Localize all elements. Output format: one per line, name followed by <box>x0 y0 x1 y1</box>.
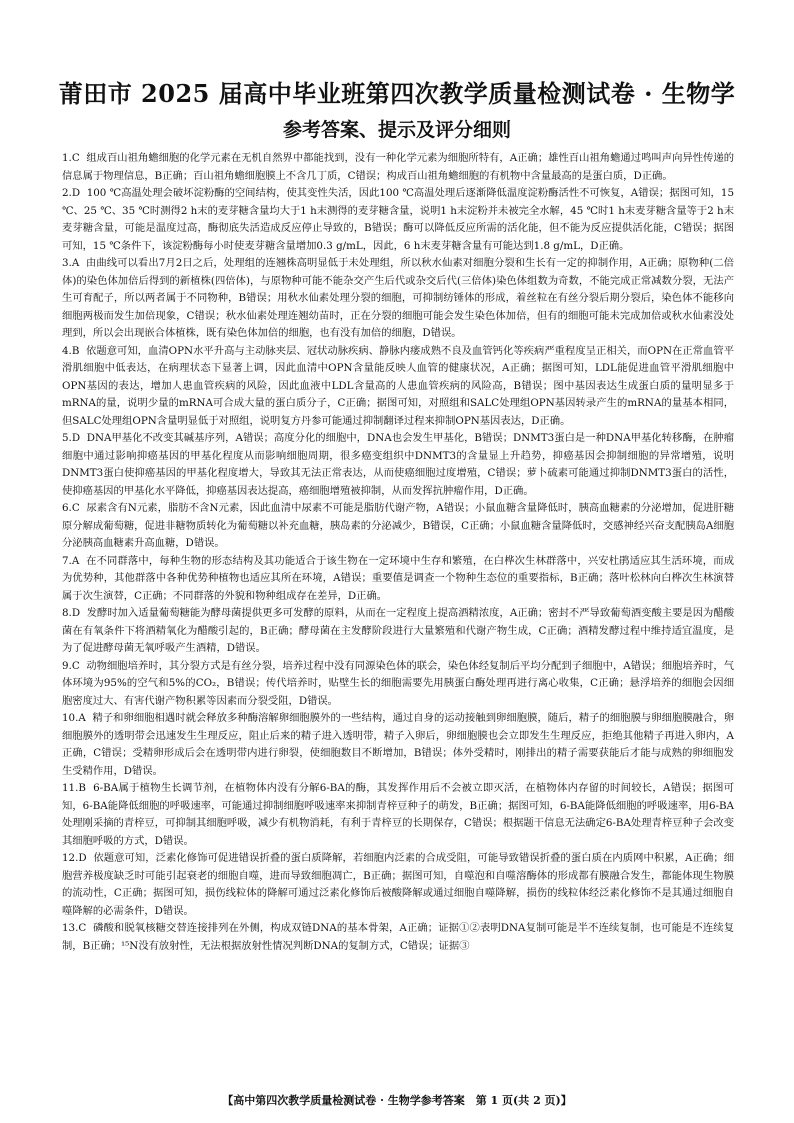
answer-number: 8.D <box>62 607 81 619</box>
page-subtitle: 参考答案、提示及评分细则 <box>282 119 511 141</box>
answer-text: 依题意可知，泛素化修饰可促进错误折叠的蛋白质降解，若细胞内泛素的合成受阻，可能导致错误折叠的蛋白质在内质网中积累，A正确；细胞营养极度缺乏时可能引起衰老的细胞自噬，进而导致细胞凋亡，B正确；据图可知，自噬泡和自噬溶酶体的形成都有膜融合发生，都能体现生物膜的流动性，C正确；据图可知，损伤线粒体的降解可通过泛素化修饰后被酸降解或通过细胞自噬降解，损伤的线粒体经泛素化修饰不是其通过细胞自噬降解的必需条件，D错误。 <box>62 852 735 917</box>
answer-number: 9.C <box>62 659 80 672</box>
answer-text: 依题意可知，血清OPN水平升高与主动脉夹层、冠状动脉疾病、静脉内瘘成熟不良及血管钙化等疾病严重程度呈正相关，而OPN在正常血管平滑肌细胞中低表达，在病理状态下显著上调，因此血清中OPN含量能反映人血管的健康状况，A正确；据图可知，LDL能促进血管平滑肌细胞中OPN基因的表达，增加人患血管疾病的风险，因此血液中LDL含量高的人患血管疾病的风险高，B错误；图中基因表达生成蛋白质的量明显多于mRNA的量，说明少量的mRNA可合成大量的蛋白质分子，C正确；据图可知，对照组和SALC处理组OPN基因转录产生的mRNA的量基本相同，但SALC处理组OPN含量明显低于对照组，说明复方丹参可能通过抑制翻译过程来抑制OPN基因表达，D正确。 <box>62 344 735 427</box>
answer-item <box>62 780 734 850</box>
answer-number: 5.D <box>62 432 81 444</box>
answer-item <box>62 150 734 185</box>
answer-text: 尿素含有N元素，脂肪不含N元素，因此血清中尿素不可能是脂肪代谢产物，A错误；小鼠血糖含量降低时，胰高血糖素的分泌增加，促进肝糖原分解成葡萄糖，促进非糖物质转化为葡萄糖以补充血糖，胰岛素的分泌减少，B错误，C正确；小鼠血糖含量降低时，交感神经兴奋支配胰岛A细胞分泌胰高血糖素升高血糖，D错误。 <box>62 502 735 549</box>
page-title: 莆田市 2025 届高中毕业班第四次教学质量检测试卷 · 生物学 <box>58 79 736 108</box>
answer-list <box>62 150 734 955</box>
answer-item <box>62 605 734 658</box>
answer-text: 发酵时加入适量葡萄糖能为酵母菌提供更多可发酵的原料，从而在一定程度上提高酒精浓度，A正确；密封不严导致葡萄酒变酸主要是因为醋酸菌在有氧条件下将酒精氧化为醋酸引起的，B正确；酵母菌在主发酵阶段进行大量繁殖和代谢产物生成，C正确；酒精发酵过程中维持适宜温度，是为了促进酵母菌无氧呼吸产生酒精，D错误。 <box>62 607 734 654</box>
answer-text: 磷酸和脱氧核糖交替连接排列在外侧，构成双链DNA的基本骨架，A正确；证据①②表明DNA复制可能是半不连续复制，也可能是不连续复制，B正确；¹⁵N没有放射性，无法根据放射性情况判断DNA的复制方式，C错误；证据③ <box>62 922 735 952</box>
answer-item <box>62 185 734 255</box>
answer-text: 6-BA属于植物生长调节剂，在植物体内没有分解6-BA的酶，其发挥作用后不会被立即灭活，在植物体内存留的时间较长，A错误；据图可知，6-BA能降低细胞的呼吸速率，可能通过抑制细胞呼吸速率来抑制青梓豆种子的萌发，B正确；据图可知，6-BA能降低细胞的呼吸速率，用6-BA处理刚采摘的青梓豆，可抑制其细胞呼吸，减少有机物消耗，有利于青梓豆的长期保存，C错误；根据题干信息无法确定6-BA处理青梓豆种子会改变其细胞呼吸的方式，D错误。 <box>62 782 734 847</box>
answer-item <box>62 500 734 553</box>
answer-number: 11.B <box>62 782 86 794</box>
answer-text: 组成百山祖角蟾细胞的化学元素在无机自然界中都能找到，没有一种化学元素为细胞所特有，A正确；雄性百山祖角蟾通过鸣叫声向异性传递的信息属于物理信息，B正确；百山祖角蟾细胞膜上不含几丁质，C错误；构成百山祖角蟾细胞的有机物中含量最高的是蛋白质，D正确。 <box>62 152 734 182</box>
answer-text: 由曲线可以看出7月2日之后，处理组的连翘株高明显低于未处理组，所以秋水仙素对细胞分裂和生长有一定的抑制作用，A正确；原物种(二倍体)的染色体加倍后得到的新植株(四倍体)，与原物种可能不能杂交产生后代或杂交后代(三倍体)染色体组数为奇数，不能完成正常减数分裂，无法产生可育配子，所以两者属于不同物种，B错误；用秋水仙素处理分裂的细胞，可抑制纺锤体的形成，着丝粒在有丝分裂后期分裂后，染色体不能移向细胞两极而发生加倍现象，C错误；秋水仙素处理连翘幼苗时，正在分裂的细胞可能会发生染色体加倍，但有的细胞可能未完成加倍或秋水仙素没处理到，所以会出现嵌合体植株，既有染色体加倍的细胞，也有没有加倍的细胞，D错误。 <box>62 257 734 339</box>
answer-number: 12.D <box>62 852 87 864</box>
answer-item <box>62 658 734 711</box>
answer-number: 2.D <box>62 187 81 199</box>
answer-item <box>62 710 734 780</box>
answer-number: 3.A <box>62 257 80 269</box>
answer-number: 10.A <box>62 712 86 724</box>
answer-text: 100 ℃高温处理会破坏淀粉酶的空间结构，使其变性失活，因此100 ℃高温处理后逐渐降低温度淀粉酶活性不可恢复，A错误；据图可知，15 ℃、25 ℃、35 ℃时测得2 h末的麦芽糖含量均大于1 h末测得的麦芽糖含量，说明1 h末淀粉并未被完全水解，45 ℃时1 h末麦芽糖含量等于2 h末麦芽糖含量，可能是温度过高，酶彻底失活造成反应停止导致的，B错误；酶可以降低反应所需的活化能，但不能为反应提供活化能，C错误；据图可知，15 ℃条件下，该淀粉酶每小时使麦芽糖含量增加0.3 g/mL，因此，6 h末麦芽糖含量有可能达到1.8 g/mL，D正确。 <box>62 187 734 252</box>
answer-text: 动物细胞培养时，其分裂方式是有丝分裂，培养过程中没有同源染色体的联会，染色体经复制后平均分配到子细胞中，A错误；细胞培养时，气体环境为95%的空气和5%的CO₂，B错误；传代培养时，贴壁生长的细胞需要先用胰蛋白酶处理再进行离心收集，C正确；悬浮培养的细胞会因细胞密度过大、有害代谢产物积累等因素而分裂受阻，D错误。 <box>62 659 734 707</box>
answer-text: 在不同群落中，每种生物的形态结构及其功能适合于该生物在一定环境中生存和繁殖，在白桦次生林群落中，兴安杜鹃适应其生活环境，而成为优势种，其他群落中各种优势种植物也适应其所在环境，A错误；重要值是调查一个物种生态位的重要指标，B正确；落叶松林向白桦次生林演替属于次生演替，C正确；不同群落的外貌和物种组成存在差异，D正确。 <box>62 554 734 602</box>
answer-number: 1.C <box>62 152 80 164</box>
answer-text: 精子和卵细胞相遇时就会释放多种酶溶解卵细胞膜外的一些结构，通过自身的运动接触到卵细胞膜，随后，精子的细胞膜与卵细胞膜融合，卵细胞膜外的透明带会迅速发生生理反应，阻止后来的精子进入透明带，精子入卵后，卵细胞膜也会立即发生生理反应，拒绝其他精子再进入卵内，A正确，C错误；受精卵形成后会在透明带内进行卵裂，使细胞数目不断增加，B错误；体外受精时，刚排出的精子需要获能后才能与成熟的卵细胞发生受精作用，D错误。 <box>62 712 735 777</box>
answer-number: 4.B <box>62 344 80 357</box>
page-footer: 【高中第四次教学质量检测试卷 · 生物学参考答案 第 1 页(共 2 页)】 <box>222 1094 572 1107</box>
answer-item <box>62 430 734 500</box>
answer-item <box>62 255 734 343</box>
answer-item <box>62 850 734 920</box>
answer-item <box>62 553 734 606</box>
answer-text: DNA甲基化不改变其碱基序列，A错误；高度分化的细胞中，DNA也会发生甲基化，B错误；DNMT3蛋白是一种DNA甲基化转移酶，在肿瘤细胞中通过影响抑癌基因的甲基化程度从而影响细胞周期，很多癌变组织中DNMT3的含量显上升趋势，抑癌基因会抑制细胞的异常增殖，说明DNMT3蛋白使抑癌基因的甲基化程度增大，导致其无法正常表达，从而使癌细胞过度增殖，C错误；萝卜硫素可能通过抑制DNMT3蛋白的活性，使抑癌基因的甲基化水平降低，抑癌基因表达提高，癌细胞增殖被抑制，从而发挥抗肿瘤作用，D正确。 <box>62 432 734 497</box>
answer-number: 13.C <box>62 922 87 934</box>
answer-item <box>62 920 734 955</box>
answer-number: 7.A <box>62 554 80 567</box>
answer-number: 6.C <box>62 502 80 514</box>
answer-item <box>62 343 734 431</box>
